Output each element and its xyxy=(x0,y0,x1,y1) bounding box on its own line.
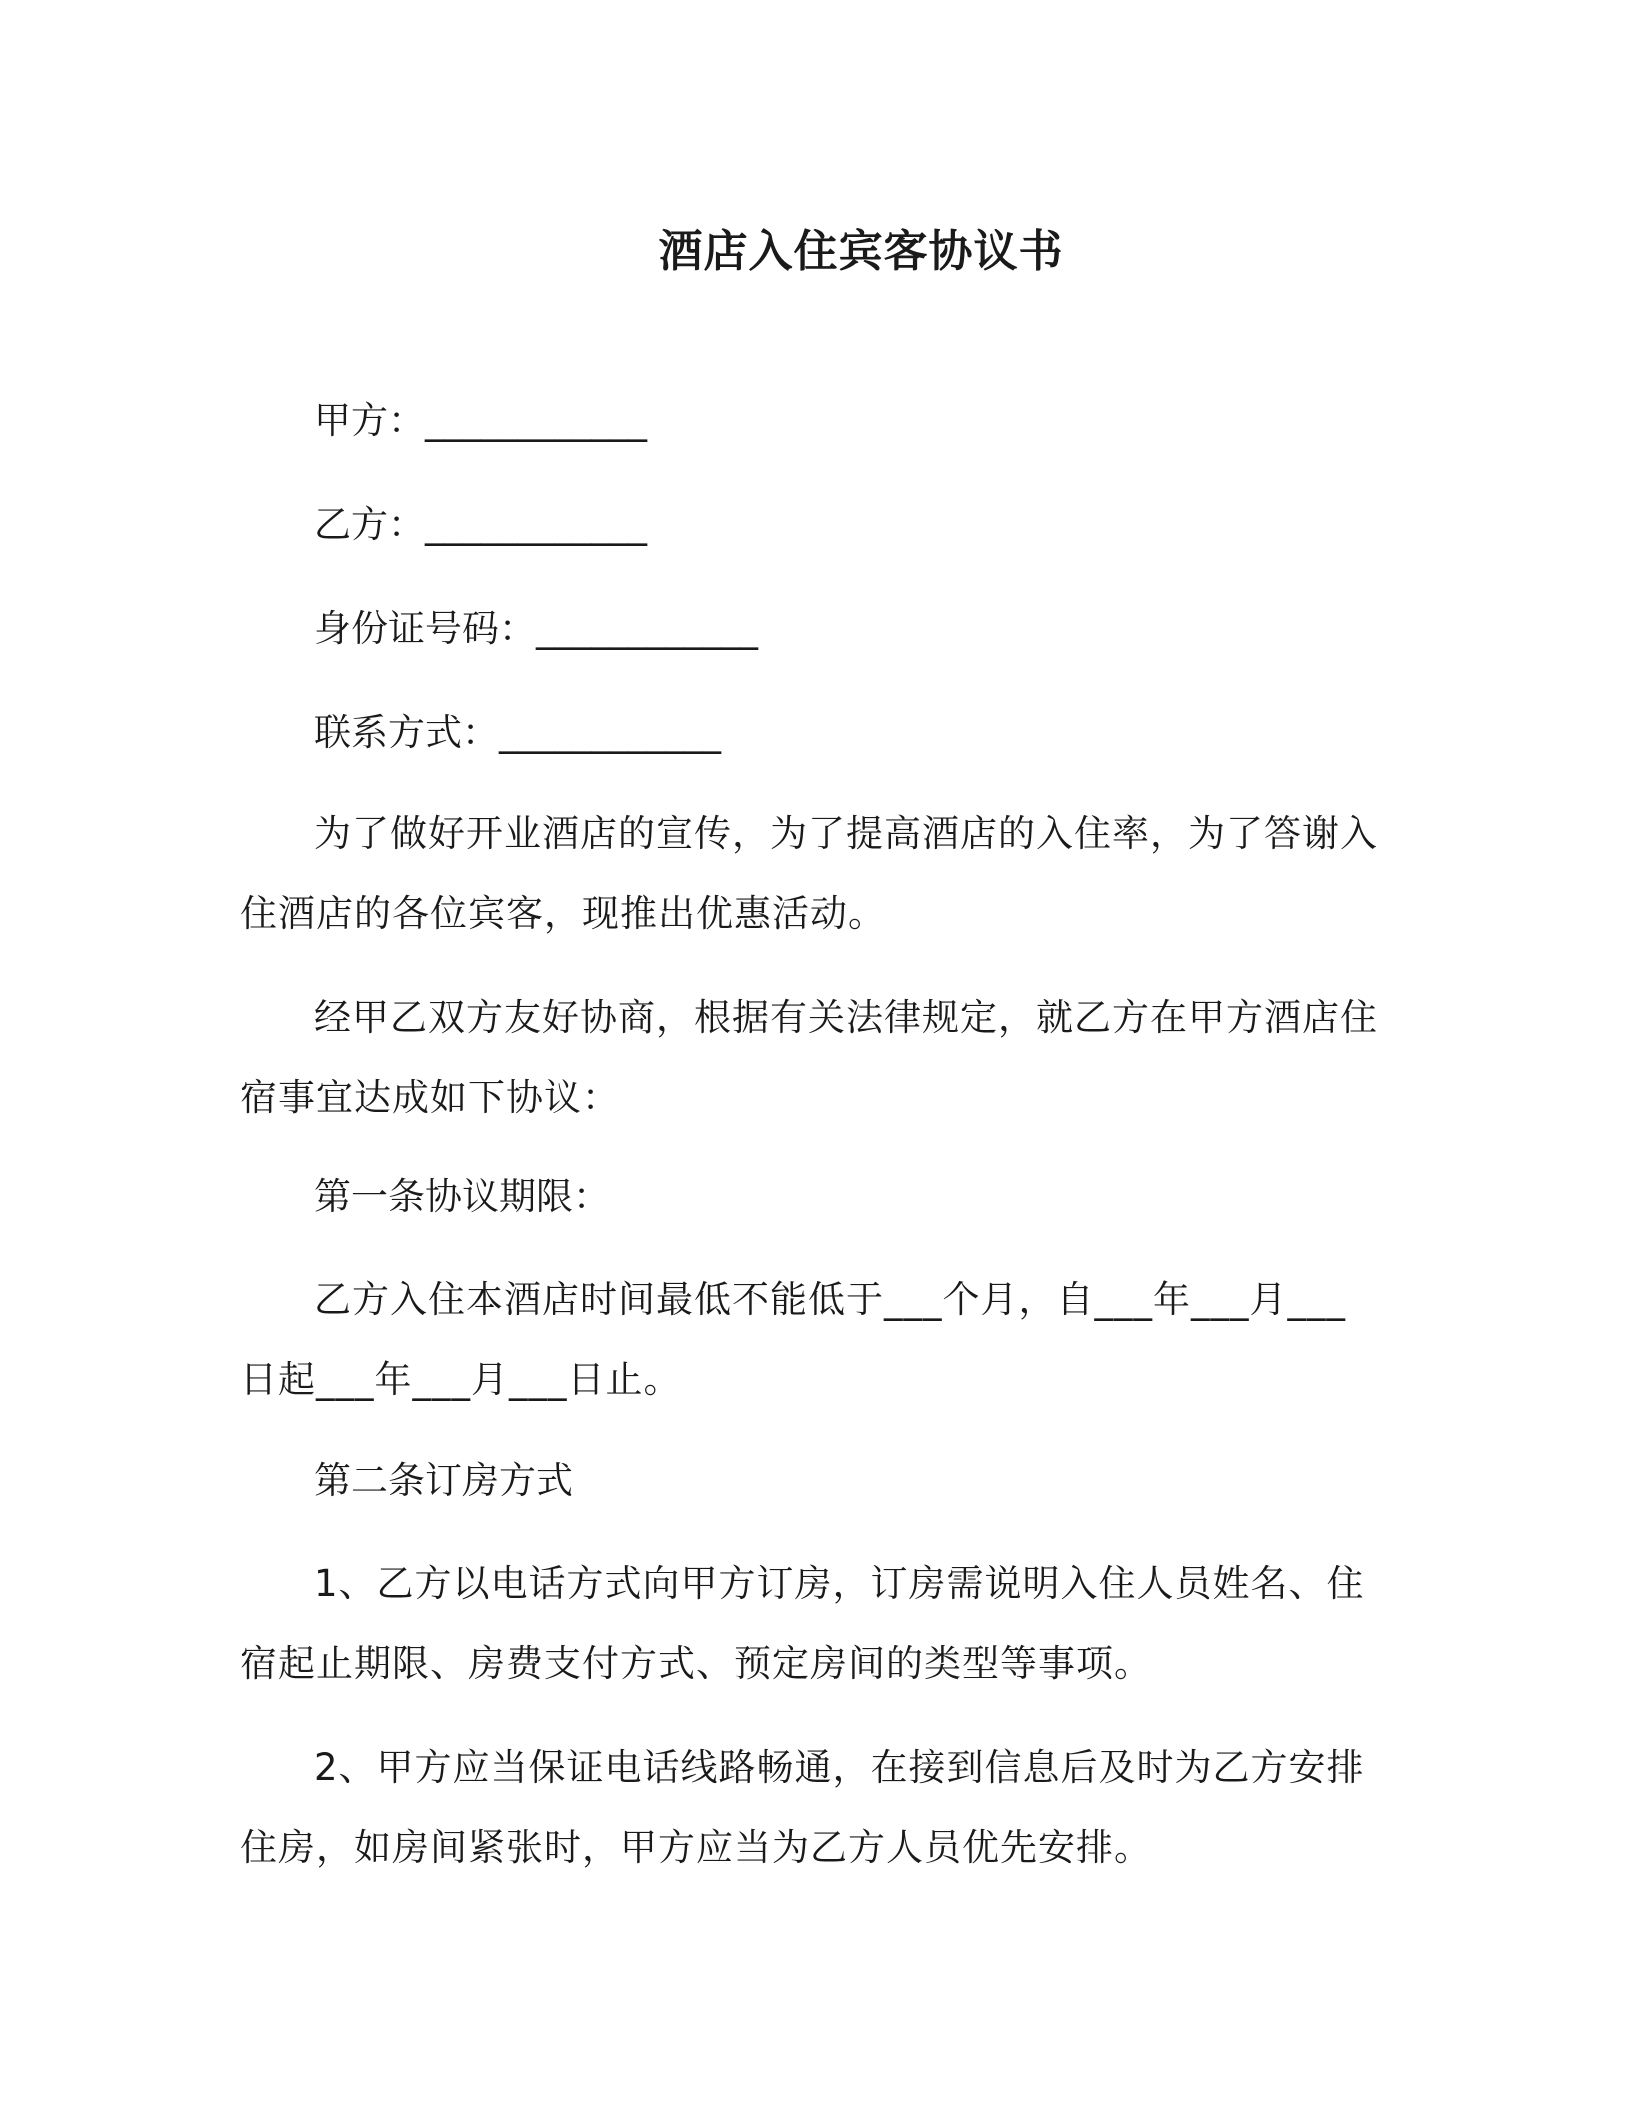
field-id-number-value: ____________ xyxy=(536,607,758,650)
field-party-a-value: ____________ xyxy=(425,399,647,442)
field-contact-label: 联系方式： xyxy=(314,711,499,754)
field-party-a-label: 甲方： xyxy=(314,399,425,442)
article2-heading: 第二条订房方式 xyxy=(314,1459,573,1502)
field-id-number-label: 身份证号码： xyxy=(314,607,536,650)
document-title: 酒店入住宾客协议书 xyxy=(658,226,1064,277)
field-party-b xyxy=(314,500,647,550)
field-contact-value: ____________ xyxy=(499,711,721,754)
paragraph-agreement: 经甲乙双方友好协商，根据有关法律规定，就乙方在甲方酒店住宿事宜达成如下协议： xyxy=(240,996,1378,1119)
field-id-number xyxy=(314,604,758,654)
field-party-a xyxy=(314,396,647,446)
field-party-b-value: ____________ xyxy=(425,503,647,546)
field-party-b-label: 乙方： xyxy=(314,503,425,546)
article1-heading: 第一条协议期限： xyxy=(314,1175,610,1218)
article1-body: 乙方入住本酒店时间最低不能低于___个月，自___年___月___日起___年___月___日止。 xyxy=(240,1278,1346,1401)
article2-item2: 2、甲方应当保证电话线路畅通，在接到信息后及时为乙方安排住房，如房间紧张时，甲方应当为乙方人员优先安排。 xyxy=(240,1746,1365,1869)
field-contact xyxy=(314,708,721,758)
article2-item1: 1、乙方以电话方式向甲方订房，订房需说明入住人员姓名、住宿起止期限、房费支付方式、预定房间的类型等事项。 xyxy=(240,1562,1365,1685)
paragraph-intro: 为了做好开业酒店的宣传，为了提高酒店的入住率，为了答谢入住酒店的各位宾客，现推出优惠活动。 xyxy=(240,812,1378,935)
